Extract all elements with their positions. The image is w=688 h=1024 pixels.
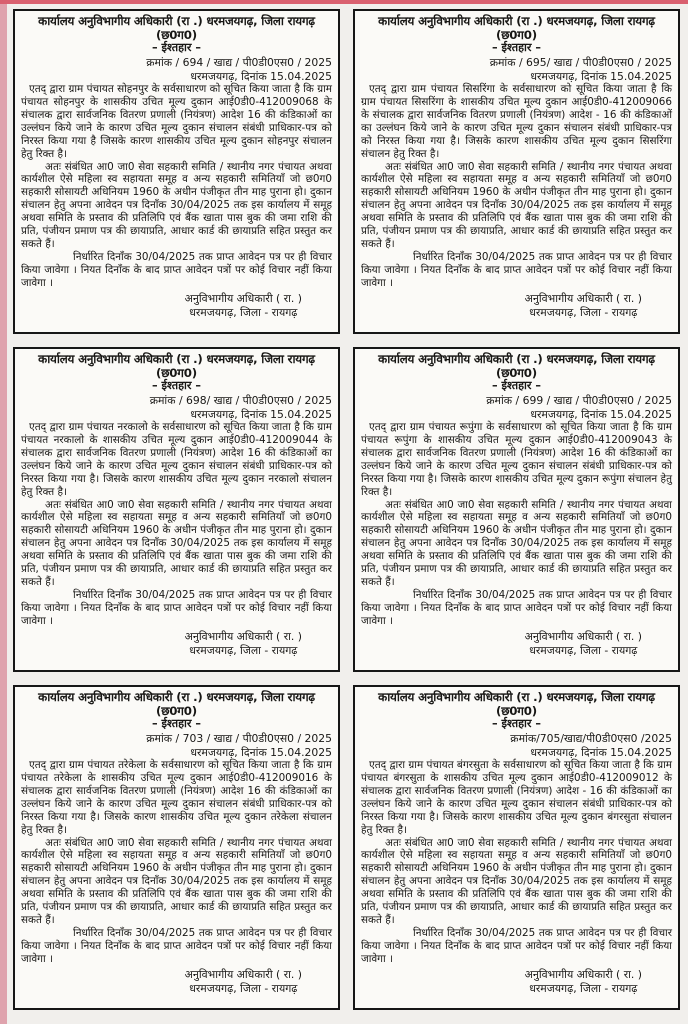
ref-line: क्रमांक / 695/ खाद्य / पी0डी0एस0 / 2025 <box>489 56 672 70</box>
notice-card-698 <box>13 347 340 672</box>
notice-body-para3: निर्धारित दिनाँक 30/04/2025 तक प्राप्त आवेदन पत्र पर ही विचार किया जावेगा । नियत दिनाँक के बाद प्राप्त आवेदन पत्रों पर कोई विचार नहीं किया जावेगा । <box>361 926 672 965</box>
signature-place: धरमजयगढ़, जिला - रायगढ़ <box>529 982 638 996</box>
signature-designation: अनुविभागीय अधिकारी ( रा. ) <box>524 968 642 982</box>
signature-designation: अनुविभागीय अधिकारी ( रा. ) <box>524 292 642 306</box>
notice-card-695 <box>353 9 680 334</box>
office-line: कार्यालय अनुविभागीय अधिकारी (रा .) धरमजयगढ़, जिला रायगढ़ (छ0ग0) <box>378 352 655 381</box>
signature-designation: अनुविभागीय अधिकारी ( रा. ) <box>184 968 302 982</box>
signature-block <box>525 630 642 658</box>
date-line: धरमजयगढ़, दिनांक 15.04.2025 <box>530 69 672 83</box>
signature-block <box>525 968 642 996</box>
notice-title: – ईश्तहार – <box>151 41 202 55</box>
signature-place: धरमजयगढ़, जिला - रायगढ़ <box>529 644 638 658</box>
office-line: कार्यालय अनुविभागीय अधिकारी (रा .) धरमजयगढ़, जिला रायगढ़ (छ0ग0) <box>38 14 315 43</box>
signature-block <box>185 292 302 320</box>
signature-block <box>185 630 302 658</box>
signature-place: धरमजयगढ़, जिला - रायगढ़ <box>189 644 298 658</box>
ref-line: क्रमांक/705/खाद्य/पी0डी0एस0 /2025 <box>510 732 672 746</box>
notice-title: – ईश्तहार – <box>151 379 202 393</box>
signature-designation: अनुविभागीय अधिकारी ( रा. ) <box>184 292 302 306</box>
office-line: कार्यालय अनुविभागीय अधिकारी (रा .) धरमजयगढ़, जिला रायगढ़ (छ0ग0) <box>378 690 655 719</box>
notice-body-para1: एतद् द्वारा ग्राम पंचायत बंगरसुता के सर्वसाधारण को सूचित किया जाता है कि ग्राम पंचायत बंगरसुता के शासकीय उचित मूल्य दुकान आई0डी0-412009012 के संचालक द्वारा सार्वजनिक वितरण प्रणाली (नियंत्रण) आदेश - 16 की कंडिकाओं का उल्लंघन किये जाने के कारण उचित मूल्य दुकान संचालन संबंधी प्राधिकार-पत्र को निरस्त किया गया है। जिसके कारण शासकीय उचित मूल्य दुकान बंगरसुता संचालन हेतु रिक्त है। <box>361 759 672 836</box>
office-line: कार्यालय अनुविभागीय अधिकारी (रा .) धरमजयगढ़, जिला रायगढ़ (छ0ग0) <box>378 14 655 43</box>
office-line: कार्यालय अनुविभागीय अधिकारी (रा .) धरमजयगढ़, जिला रायगढ़ (छ0ग0) <box>38 352 315 381</box>
notice-body-para2: अतः संबंधित आ0 जा0 सेवा सहकारी समिति / स्थानीय नगर पंचायत अथवा कार्यशील ऐसे महिला स्व सहायता समूह व अन्य सहकारी समितियाँ जो छ0ग0 सहकारी सोसायटी अधिनियम 1960 के अधीन पंजीकृत तीन माह पुराना हो। दुकान संचालन हेतु अपना आवेदन पत्र दिनाँक 30/04/2025 तक इस कार्यालय में समूह अथवा समिति के प्रस्ताव की प्रतिलिपि एवं बैंक खाता पास बुक की जमा राशि की प्रति, पंजीयन प्रमाण पत्र की छायाप्रति, आधार कार्ड की छायाप्रति सहित प्रस्तुत कर सकते हैं। <box>361 836 672 926</box>
date-line: धरमजयगढ़, दिनांक 15.04.2025 <box>190 407 332 421</box>
date-line: धरमजयगढ़, दिनांक 15.04.2025 <box>190 745 332 759</box>
signature-block <box>185 968 302 996</box>
notice-card-694 <box>13 9 340 334</box>
signature-place: धरमजयगढ़, जिला - रायगढ़ <box>529 306 638 320</box>
notice-card-699 <box>353 347 680 672</box>
notice-card-705 <box>353 685 680 1010</box>
ref-line: क्रमांक / 694 / खाद्य / पी0डी0एस0 / 2025 <box>146 56 332 70</box>
notice-card-703 <box>13 685 340 1010</box>
left-edge-strip <box>0 4 7 1024</box>
ref-line: क्रमांक / 699 / खाद्य / पी0डी0एस0 / 2025 <box>486 394 672 408</box>
date-line: धरमजयगढ़, दिनांक 15.04.2025 <box>530 745 672 759</box>
notice-title: – ईश्तहार – <box>151 717 202 731</box>
notice-body-para2: अतः संबंधित आ0 जा0 सेवा सहकारी समिति / स्थानीय नगर पंचायत अथवा कार्यशील ऐसे महिला स्व सहायता समूह व अन्य सहकारी समितियाँ जो छ0ग0 सहकारी सोसायटी अधिनियम 1960 के अधीन पंजीकृत तीन माह पुराना हो। दुकान संचालन हेतु अपना आवेदन पत्र दिनाँक 30/04/2025 तक इस कार्यालय में समूह अथवा समिति के प्रस्ताव की प्रतिलिपि एवं बैंक खाता पास बुक की जमा राशि की प्रति, पंजीयन प्रमाण पत्र की छायाप्रति, आधार कार्ड की छायाप्रति सहित प्रस्तुत कर सकते हैं। <box>361 498 672 588</box>
notice-title: – ईश्तहार – <box>491 717 542 731</box>
signature-place: धरमजयगढ़, जिला - रायगढ़ <box>189 982 298 996</box>
notices-grid <box>13 9 680 1010</box>
notice-body-para1: एतद् द्वारा ग्राम पंचायत सिसरिंगा के सर्वसाधारण को सूचित किया जाता है कि ग्राम पंचायत सिसरिंगा के शासकीय उचित मूल्य दुकान आई0डी0-412009066 के संचालक द्वारा सार्वजनिक वितरण प्रणाली (नियंत्रण) आदेश - 16 की कंडिकाओं का उल्लंघन किये जाने के कारण उचित मूल्य दुकान संचालन संबंधी प्राधिकार-पत्र को निरस्त किया गया है। जिसके कारण शासकीय उचित मूल्य दुकान सिसरिंगा संचालन हेतु रिक्त है। <box>361 83 672 160</box>
date-line: धरमजयगढ़, दिनांक 15.04.2025 <box>190 69 332 83</box>
office-line: कार्यालय अनुविभागीय अधिकारी (रा .) धरमजयगढ़, जिला रायगढ़ (छ0ग0) <box>38 690 315 719</box>
notice-body-para3: निर्धारित दिनाँक 30/04/2025 तक प्राप्त आवेदन पत्र पर ही विचार किया जावेगा । नियत दिनाँक के बाद प्राप्त आवेदन पत्रों पर कोई विचार नहीं किया जावेगा । <box>21 926 332 965</box>
notice-body-para3: निर्धारित दिनाँक 30/04/2025 तक प्राप्त आवेदन पत्र पर ही विचार किया जावेगा । नियत दिनाँक के बाद प्राप्त आवेदन पत्रों पर कोई विचार नहीं किया जावेगा । <box>21 588 332 627</box>
notice-title: – ईश्तहार – <box>491 41 542 55</box>
date-line: धरमजयगढ़, दिनांक 15.04.2025 <box>530 407 672 421</box>
ref-line: क्रमांक / 698/ खाद्य / पी0डी0एस0 / 2025 <box>149 394 332 408</box>
signature-designation: अनुविभागीय अधिकारी ( रा. ) <box>524 630 642 644</box>
ref-line: क्रमांक / 703 / खाद्य / पी0डी0एस0 / 2025 <box>146 732 332 746</box>
top-edge-strip <box>0 0 688 4</box>
signature-block <box>525 292 642 320</box>
notice-body-para3: निर्धारित दिनाँक 30/04/2025 तक प्राप्त आवेदन पत्र पर ही विचार किया जावेगा । नियत दिनाँक के बाद प्राप्त आवेदन पत्रों पर कोई विचार नहीं किया जावेगा । <box>361 588 672 627</box>
notice-body-para3: निर्धारित दिनाँक 30/04/2025 तक प्राप्त आवेदन पत्र पर ही विचार किया जावेगा । नियत दिनाँक के बाद प्राप्त आवेदन पत्रों पर कोई विचार नहीं किया जावेगा । <box>361 250 672 289</box>
notice-body-para1: एतद् द्वारा ग्राम पंचायत रूपुंगा के सर्वसाधारण को सूचित किया जाता है कि ग्राम पंचायत रूपुंगा के शासकीय उचित मूल्य दुकान आई0डी0-412009043 के संचालक द्वारा सार्वजनिक वितरण प्रणाली (नियंत्रण) आदेश 16 की कंडिकाओं का उल्लंघन किये जाने के कारण उचित मूल्य दुकान संचालन संबंधी प्राधिकार-पत्र को निरस्त किया गया है। जिसके कारण शासकीय उचित मूल्य दुकान रूपुंगा संचालन हेतु रिक्त है। <box>361 421 672 498</box>
notice-body-para3: निर्धारित दिनाँक 30/04/2025 तक प्राप्त आवेदन पत्र पर ही विचार किया जावेगा । नियत दिनाँक के बाद प्राप्त आवेदन पत्रों पर कोई विचार नहीं किया जावेगा । <box>21 250 332 289</box>
notice-body-para1: एतद् द्वारा ग्राम पंचायत सोहनपुर के सर्वसाधारण को सूचित किया जाता है कि ग्राम पंचायत सोहनपुर के शासकीय उचित मूल्य दुकान आई0डी0-412009068 के संचालक द्वारा सार्वजनिक वितरण प्रणाली (नियंत्रण) आदेश 16 की कंडिकाओं का उल्लंघन किये जाने के कारण उचित मूल्य दुकान संचालन संबंधी प्राधिकार-पत्र को निरस्त किया गया है जिसके कारण शासकीय उचित मूल्य दुकान सोहनपुर संचालन हेतु रिक्त है। <box>21 83 332 160</box>
notice-body-para2: अतः संबंधित आ0 जा0 सेवा सहकारी समिति / स्थानीय नगर पंचायत अथवा कार्यशील ऐसे महिला स्व सहायता समूह व अन्य सहकारी समितियाँ जो छ0ग0 सहकारी सोसायटी अधिनियम 1960 के अधीन पंजीकृत तीन माह पुराना हो। दुकान संचालन हेतु अपना आवेदन पत्र दिनाँक 30/04/2025 तक इस कार्यालय में समूह अथवा समिति के प्रस्ताव की प्रतिलिपि एवं बैंक खाता पास बुक की जमा राशि की प्रति, पंजीयन प्रमाण पत्र की छायाप्रति, आधार कार्ड की छायाप्रति सहित प्रस्तुत कर सकते हैं। <box>21 160 332 250</box>
notice-body-para2: अतः संबंधित आ0 जा0 सेवा सहकारी समिति / स्थानीय नगर पंचायत अथवा कार्यशील ऐसे महिला स्व सहायता समूह व अन्य सहकारी समितियाँ जो छ0ग0 सहकारी सोसायटी अधिनियम 1960 के अधीन पंजीकृत तीन माह पुराना हो। दुकान संचालन हेतु अपना आवेदन पत्र दिनाँक 30/04/2025 तक इस कार्यालय में समूह अथवा समिति के प्रस्ताव की प्रतिलिपि एवं बैंक खाता पास बुक की जमा राशि की प्रति, पंजीयन प्रमाण पत्र की छायाप्रति, आधार कार्ड की छायाप्रति सहित प्रस्तुत कर सकते हैं। <box>21 498 332 588</box>
notice-body-para1: एतद् द्वारा ग्राम पंचायत नरकालो के सर्वसाधारण को सूचित किया जाता है कि ग्राम पंचायत नरकालो के शासकीय उचित मूल्य दुकान आई0डी0-412009044 के संचालक द्वारा सार्वजनिक वितरण प्रणाली (नियंत्रण) आदेश 16 की कंडिकाओं का उल्लंघन किये जाने के कारण उचित मूल्य दुकान संचालन संबंधी प्राधिकार-पत्र को निरस्त किया गया है। जिसके कारण शासकीय उचित मूल्य दुकान नरकालो संचालन हेतु रिक्त है। <box>21 421 332 498</box>
notice-body-para2: अतः संबंधित आ0 जा0 सेवा सहकारी समिति / स्थानीय नगर पंचायत अथवा कार्यशील ऐसे महिला स्व सहायता समूह व अन्य सहकारी समितियाँ जो छ0ग0 सहकारी सोसायटी अधिनियम 1960 के अधीन पंजीकृत तीन माह पुराना हो। दुकान संचालन हेतु अपना आवेदन पत्र दिनाँक 30/04/2025 तक इस कार्यालय में समूह अथवा समिति के प्रस्ताव की प्रतिलिपि एवं बैंक खाता पास बुक की जमा राशि की प्रति, पंजीयन प्रमाण पत्र की छायाप्रति, आधार कार्ड की छायाप्रति सहित प्रस्तुत कर सकते हैं। <box>361 160 672 250</box>
signature-place: धरमजयगढ़, जिला - रायगढ़ <box>189 306 298 320</box>
signature-designation: अनुविभागीय अधिकारी ( रा. ) <box>184 630 302 644</box>
notice-title: – ईश्तहार – <box>491 379 542 393</box>
notice-body-para1: एतद् द्वारा ग्राम पंचायत तरेकेला के सर्वसाधारण को सूचित किया जाता है कि ग्राम पंचायत तरेकेला के शासकीय उचित मूल्य दुकान आई0डी0-412009016 के संचालक द्वारा सार्वजनिक वितरण प्रणाली (नियंत्रण) आदेश 16 की कंडिकाओं का उल्लंघन किये जाने के कारण उचित मूल्य दुकान संचालन संबंधी प्राधिकार-पत्र को निरस्त किया गया है। जिसके कारण शासकीय उचित मूल्य दुकान तरेकेला संचालन हेतु रिक्त है। <box>21 759 332 836</box>
notice-body-para2: अतः संबंधित आ0 जा0 सेवा सहकारी समिति / स्थानीय नगर पंचायत अथवा कार्यशील ऐसे महिला स्व सहायता समूह व अन्य सहकारी समितियाँ जो छ0ग0 सहकारी सोसायटी अधिनियम 1960 के अधीन पंजीकृत तीन माह पुराना हो। दुकान संचालन हेतु अपना आवेदन पत्र दिनाँक 30/04/2025 तक इस कार्यालय में समूह अथवा समिति के प्रस्ताव की प्रतिलिपि एवं बैंक खाता पास बुक की जमा राशि की प्रति, पंजीयन प्रमाण पत्र की छायाप्रति, आधार कार्ड की छायाप्रति सहित प्रस्तुत कर सकते हैं। <box>21 836 332 926</box>
